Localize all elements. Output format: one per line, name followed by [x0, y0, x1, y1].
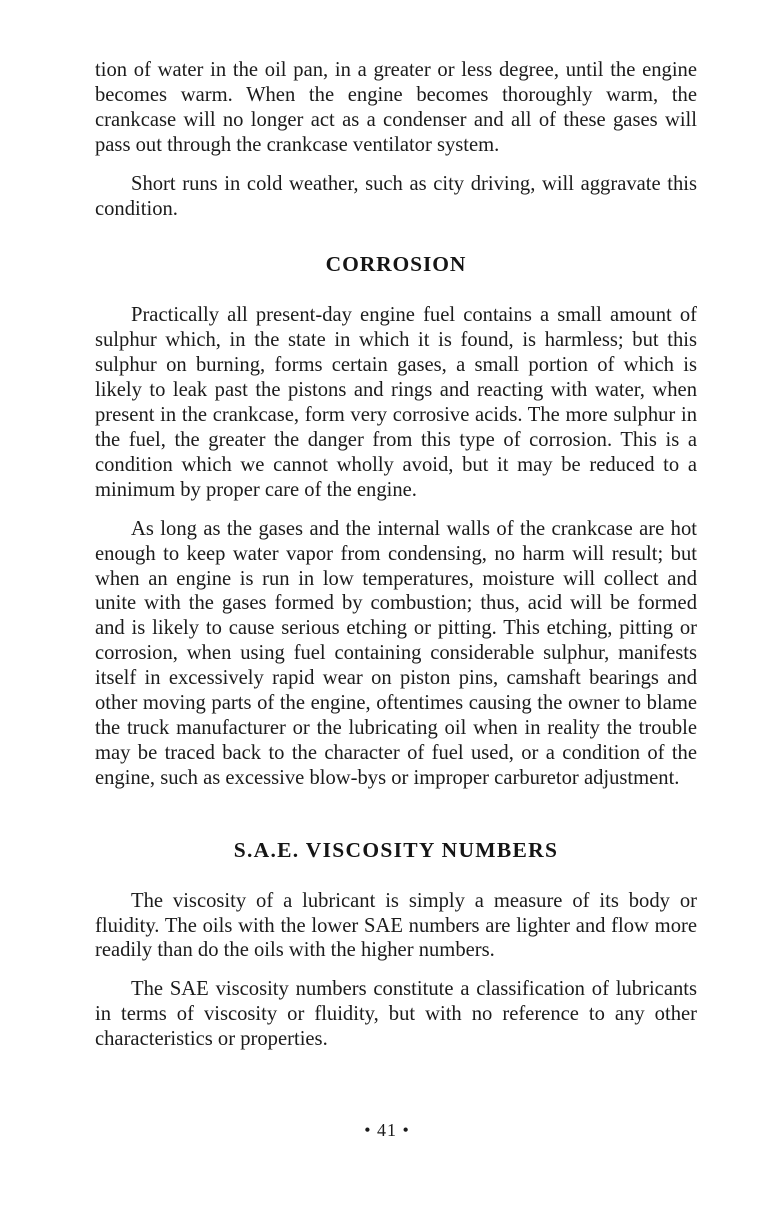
paragraph-sae-classification: The SAE viscosity numbers constitute a classification of lubricants in terms of viscosity or fluidity, but with no reference to any other characteristics or properties. [95, 978, 697, 1051]
text-column [95, 58, 697, 1052]
page-folio: • 41 • [364, 1120, 410, 1140]
paragraph-sulphur-gases: Practically all present-day engine fuel contains a small amount of sulphur which, in the state in which it is found, is harmless; but this sulphur on burning, forms certain gases, a small portion of which is likely to leak past the pistons and rings and reacting with water, when present in the crankcase, form very corrosive acids. The more sulphur in the fuel, the greater the danger from this type of corrosion. This is a condition which we cannot wholly avoid, but it may be reduced to a minimum by proper care of the engine. [95, 304, 697, 501]
heading-block-corrosion [95, 251, 697, 277]
section-heading-sae-viscosity-numbers: S.A.E. VISCOSITY NUMBERS [233, 837, 559, 862]
paragraph-continuation: tion of water in the oil pan, in a greater or less degree, until the engine becomes warm. When the engine becomes thoroughly warm, the crankcase will no longer act as a condenser and all of these gases will pass out through the crankcase ventilator system. [95, 59, 697, 156]
paragraph-viscosity-definition: The viscosity of a lubricant is simply a measure of its body or fluidity. The oils with the lower SAE numbers are lighter and flow more readily than do the oils with the higher numbers. [95, 889, 697, 962]
paragraph-short-runs: Short runs in cold weather, such as city driving, will aggravate this condition. [95, 172, 697, 220]
heading-block-sae [95, 837, 697, 863]
paragraph-condensation-wear: As long as the gases and the internal walls of the crankcase are hot enough to keep water vapor from condensing, no harm will result; but when an engine is run in low temperatures, moisture will collect and unite with the gases formed by combustion; thus, acid will be formed and is likely to cause serious etching or pitting. This etching, pitting or corrosion, when using fuel containing considerable sulphur, manifests itself in excessively rapid wear on piston pins, camshaft bearings and other moving parts of the engine, oftentimes causing the owner to blame the truck manufacturer or the lubricating oil when in reality the trouble may be traced back to the character of fuel used, or a condition of the engine, such as excessive blow-bys or improper carburetor adjustment. [95, 517, 697, 789]
section-heading-corrosion: CORROSION [325, 252, 467, 277]
